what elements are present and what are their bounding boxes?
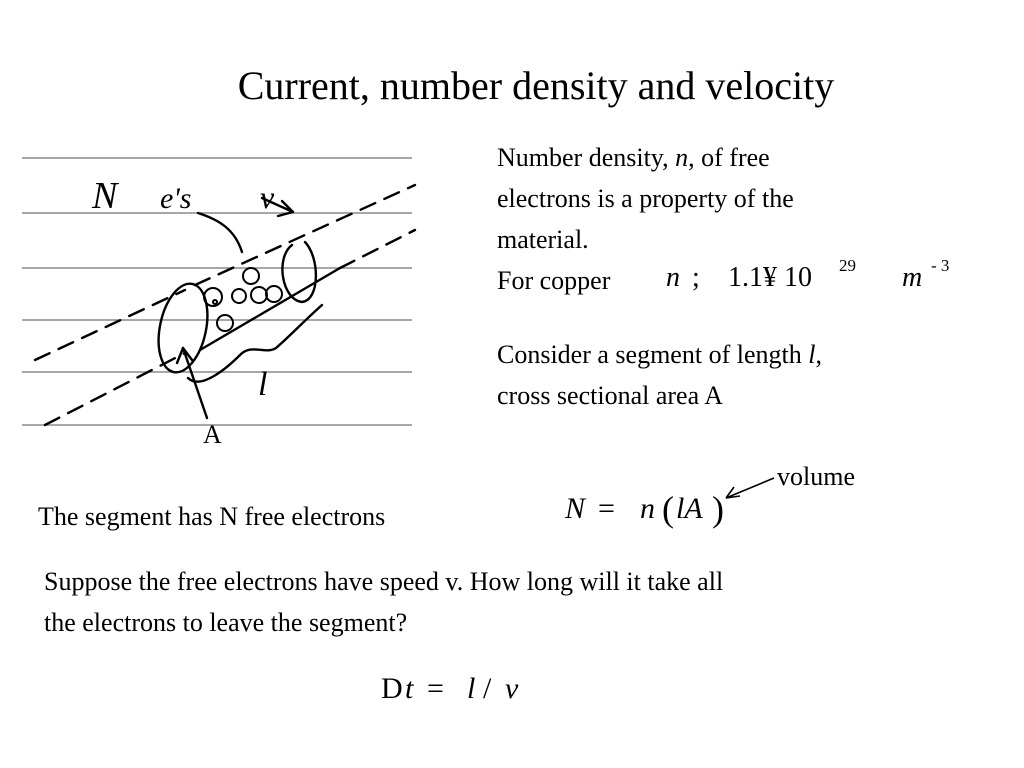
- area-label: A: [203, 420, 222, 449]
- question-paragraph: [44, 561, 1004, 643]
- segment-line-2: cross sectional area A: [497, 381, 723, 410]
- sketch-label-l: l: [258, 366, 268, 403]
- slide-title: Current, number density and velocity: [237, 63, 835, 108]
- electron-dots: [204, 268, 282, 331]
- sketch-label-v: v: [260, 179, 275, 215]
- question-line-1: Suppose the free electrons have speed v. How long will it take all: [44, 567, 724, 596]
- copper-label: For copper: [497, 266, 611, 295]
- volume-label: volume: [777, 462, 855, 491]
- segment-line-1: Consider a segment of length l,: [497, 340, 822, 369]
- electron-count-equation: N = n ( lA ): [565, 489, 724, 529]
- question-line-2: the electrons to leave the segment?: [44, 608, 408, 637]
- sketch-label-N: N: [92, 175, 118, 217]
- electron-pointer: [198, 213, 242, 252]
- sketch-label-es: e's: [160, 182, 192, 215]
- time-equation: D t = l / v: [381, 672, 519, 705]
- segment-paragraph: [497, 334, 937, 416]
- density-line-3: material.: [497, 225, 589, 254]
- n-free-electrons-text: The segment has N free electrons: [38, 502, 386, 531]
- copper-density-equation: n ; 1.1¥ 10 29 m - 3: [666, 256, 950, 293]
- wire-segment-sketch: [20, 150, 420, 450]
- notebook-lines: [22, 158, 412, 425]
- density-line-1: Number density, n, of free: [497, 143, 770, 172]
- wire-lower-edge: [45, 230, 415, 425]
- density-line-2: electrons is a property of the: [497, 184, 794, 213]
